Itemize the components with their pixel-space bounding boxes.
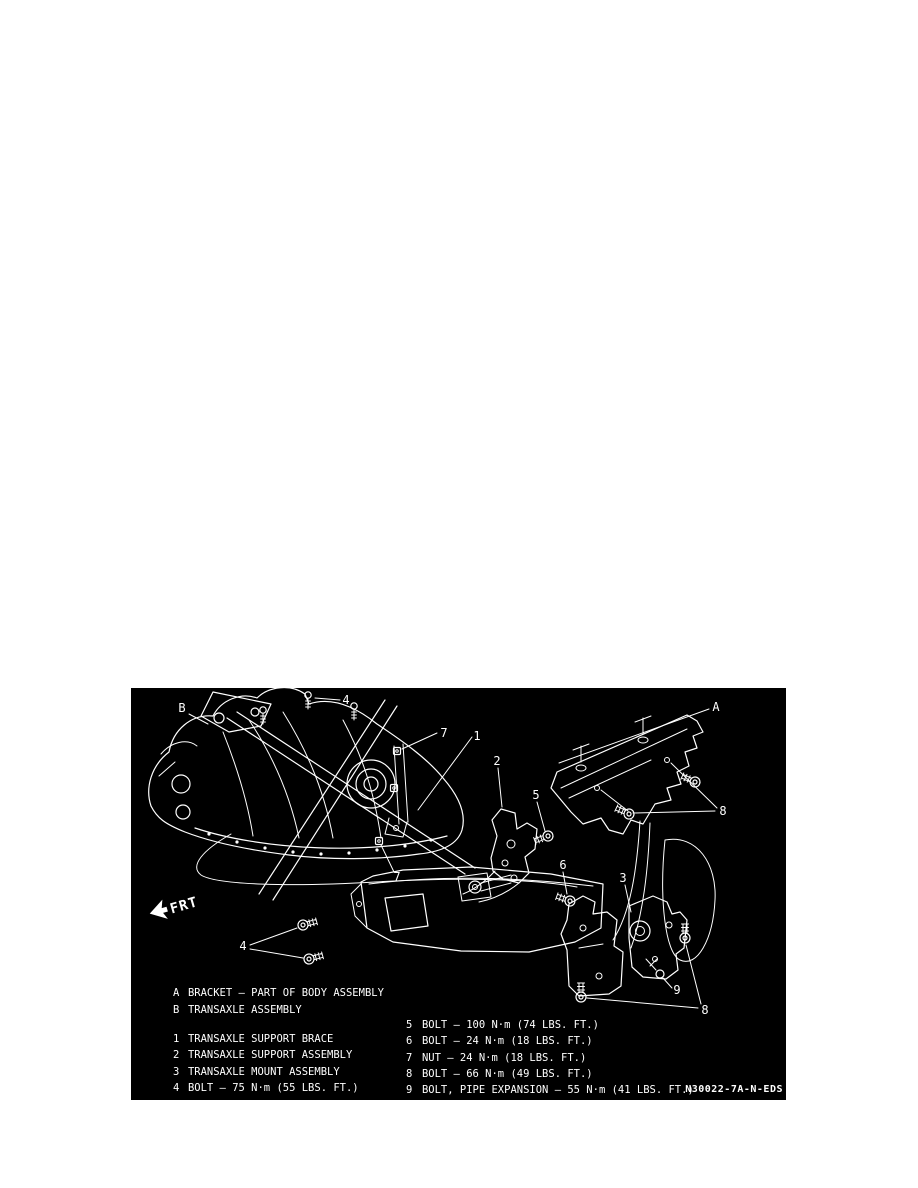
hex-bolt-icon — [614, 804, 635, 821]
legend-key: 6 — [405, 1035, 413, 1047]
legend-row — [368, 1074, 694, 1100]
legend-text: TRANSAXLE SUPPORT ASSEMBLY — [187, 1049, 353, 1061]
legend-key: A — [172, 987, 180, 999]
callout-7-top-label: 7 — [440, 726, 448, 740]
support-brace-lines — [227, 700, 475, 900]
legend-text: BOLT – 66 N·m (49 LBS. FT.) — [421, 1068, 593, 1080]
figure-reference-code: N30022-7A-N-EDS — [685, 1084, 783, 1095]
legend-text: BOLT – 100 N·m (74 LBS. FT.) — [421, 1019, 599, 1031]
hex-bolt-icon — [303, 951, 324, 966]
legend-text: TRANSAXLE ASSEMBLY — [187, 1004, 302, 1016]
hex-bolt-icon — [576, 983, 586, 1002]
legend-key: 8 — [405, 1068, 413, 1080]
legend-text: TRANSAXLE SUPPORT BRACE — [187, 1033, 334, 1045]
legend-text: NUT – 24 N·m (18 LBS. FT.) — [421, 1052, 587, 1064]
transaxle-assembly-drawing — [149, 688, 464, 859]
legend-key: 1 — [172, 1033, 180, 1045]
callout-5-label: 5 — [532, 788, 540, 802]
support-crossmember-drawing — [351, 867, 603, 952]
body-bracket-drawing — [551, 715, 717, 834]
legend-text: TRANSAXLE MOUNT ASSEMBLY — [187, 1066, 340, 1078]
support-bracket-drawing — [463, 809, 537, 902]
frt-arrow-icon — [147, 899, 170, 923]
callout-8-right-label: 8 — [719, 804, 727, 818]
legend-key: 9 — [405, 1084, 413, 1096]
callout-7-bottom-label: 7 — [393, 870, 401, 884]
frt-label: FRT — [168, 894, 200, 918]
hex-bolt-icon — [297, 917, 318, 932]
hex-bolt-icon — [555, 892, 576, 908]
callout-9-label: 9 — [673, 983, 681, 997]
callout-4-top-label: 4 — [342, 693, 350, 707]
frt-direction-arrow — [147, 890, 200, 923]
callout-1-label: 1 — [473, 729, 481, 743]
callout-a-label: A — [712, 700, 720, 714]
legend-text: BRACKET – PART OF BODY ASSEMBLY — [187, 987, 384, 999]
legend-text: BOLT – 75 N·m (55 LBS. FT.) — [187, 1082, 359, 1094]
figure-panel — [131, 688, 786, 1100]
hex-bolt-icon — [680, 772, 701, 789]
screw-icon — [351, 703, 357, 720]
callout-3-label: 3 — [619, 871, 627, 885]
pipe-lines — [613, 821, 715, 961]
callout-8-bottom-label: 8 — [701, 1003, 709, 1017]
legend-text: BOLT, PIPE EXPANSION – 55 N·m (41 LBS. FT.) — [421, 1084, 694, 1096]
callout-4-bottom-label: 4 — [239, 939, 247, 953]
nut-icon — [376, 838, 383, 845]
legend-key: 3 — [172, 1066, 180, 1078]
legend-key: 5 — [405, 1019, 413, 1031]
callout-2-label: 2 — [493, 754, 501, 768]
legend-key: 2 — [172, 1049, 180, 1061]
legend-key: 4 — [172, 1082, 180, 1094]
legend-text: BOLT – 24 N·m (18 LBS. FT.) — [421, 1035, 593, 1047]
legend-row — [135, 1072, 359, 1100]
hex-bolt-icon — [680, 924, 690, 943]
legend-key: B — [172, 1004, 180, 1016]
legend-key: 7 — [405, 1052, 413, 1064]
callout-6-label: 6 — [559, 858, 567, 872]
callout-b-label: B — [178, 701, 186, 715]
